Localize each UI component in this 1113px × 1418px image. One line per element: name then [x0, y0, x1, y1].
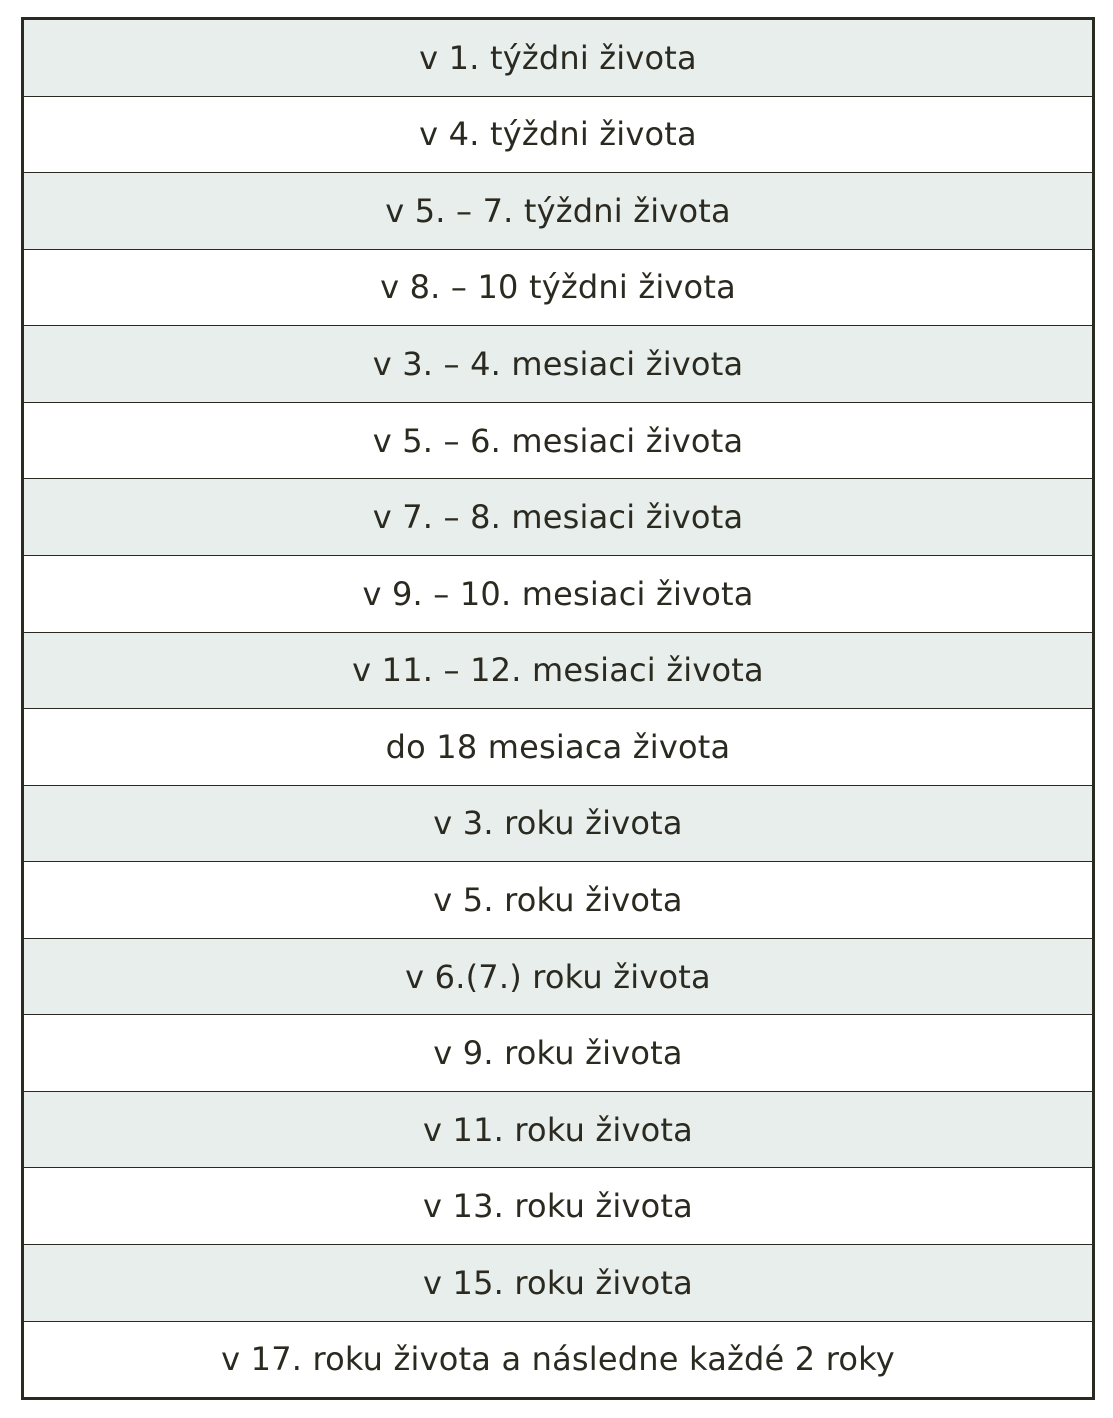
table-row: v 1. týždni života — [24, 20, 1092, 96]
table-row: v 13. roku života — [24, 1167, 1092, 1244]
table-row: v 8. – 10 týždni života — [24, 249, 1092, 326]
table-row: v 17. roku života a následne každé 2 roky — [24, 1321, 1092, 1398]
table-row: v 7. – 8. mesiaci života — [24, 478, 1092, 555]
table-row: v 6.(7.) roku života — [24, 938, 1092, 1015]
table-row: v 9. roku života — [24, 1014, 1092, 1091]
table-row: do 18 mesiaca života — [24, 708, 1092, 785]
table-row: v 5. – 6. mesiaci života — [24, 402, 1092, 479]
table-row: v 15. roku života — [24, 1244, 1092, 1321]
table-row: v 11. roku života — [24, 1091, 1092, 1168]
table-row: v 3. – 4. mesiaci života — [24, 325, 1092, 402]
table-row: v 9. – 10. mesiaci života — [24, 555, 1092, 632]
table-row: v 4. týždni života — [24, 96, 1092, 173]
table-row: v 5. – 7. týždni života — [24, 172, 1092, 249]
table-row: v 5. roku života — [24, 861, 1092, 938]
table-row: v 11. – 12. mesiaci života — [24, 632, 1092, 709]
table-rows — [24, 20, 1092, 1397]
table-row: v 3. roku života — [24, 785, 1092, 862]
schedule-table — [21, 17, 1095, 1400]
